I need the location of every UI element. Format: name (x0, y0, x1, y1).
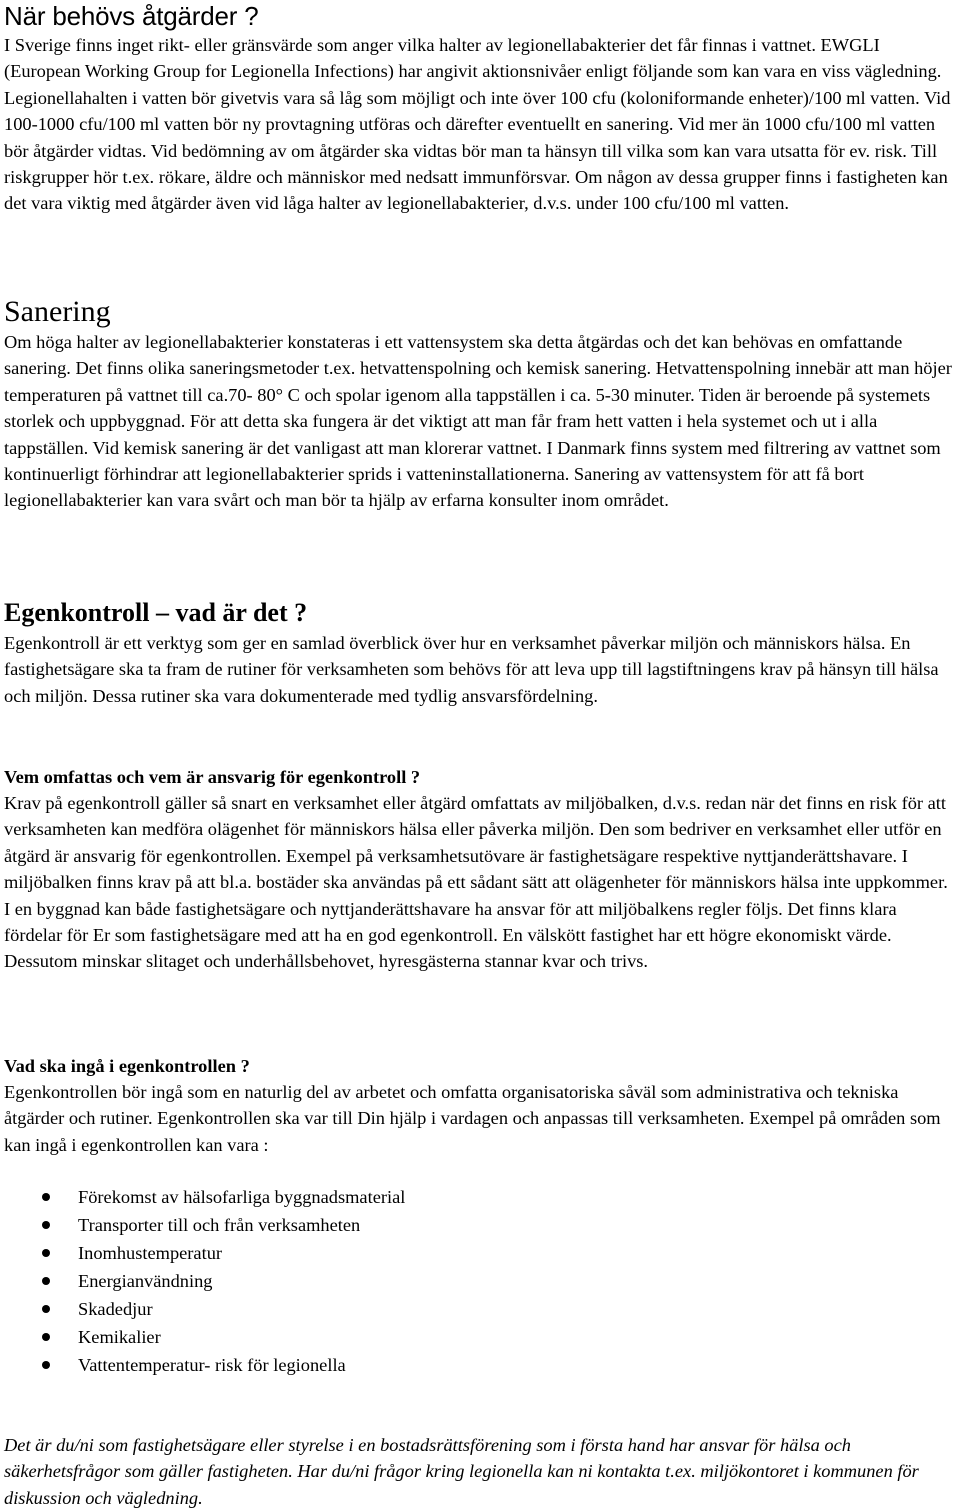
section-what-included (4, 1053, 956, 1158)
bullet-icon (42, 1249, 50, 1257)
bullet-icon (42, 1305, 50, 1313)
paragraph-egenkontroll: Egenkontroll är ett verktyg som ger en samlad överblick över hur en verksamhet påverkar miljön och människors hälsa. En fastighetsägare ska ta fram de rutiner för verksamheten som behövs för att leva upp till lagstiftningens krav på hänsyn till hälsa och miljön. Dessa rutiner ska vara dokumenterade med tydlig ansvarsfördelning. (4, 633, 939, 706)
bullet-icon (42, 1193, 50, 1201)
paragraph-sanering: Om höga halter av legionellabakterier konstateras i ett vattensystem ska detta åtgärdas och det kan behövas en omfattande sanering. Det finns olika saneringsmetoder t.ex. hetvattenspolning och kemisk sanering. Hetvattenspolning innebär att man höjer temperaturen på vattnet till ca.70- 80° C och spolar igenom alla tappställen i ca. 5-30 minuter. Tiden är beroende på systemets storlek och uppbyggnad. För att detta ska fungera är det viktigt att man får fram hett vatten i hela systemet och ut i alla tappställen. Vid kemisk sanering är det vanligast att man klorerar vattnet. I Danmark finns system med filtrering av vattnet som kontinuerligt förhindrar att legionellabakterier sprids i vatteninstallationerna. Sanering av vattensystem för att få bort legionellabakterier kan vara svårt och man bör ta hjälp av erfarna konsulter inom området. (4, 332, 952, 511)
bullet-icon (42, 1221, 50, 1229)
paragraph-when-action: I Sverige finns inget rikt- eller gränsvärde som anger vilka halter av legionellabakterier det får finnas i vattnet. EWGLI (European Working Group for Legionella Infections) har angivit aktionsnivåer enligt följande som kan vara en viss vägledning. Legionellahalten i vatten bör givetvis vara så låg som möjligt och inte över 100 cfu (koloniformande enheter)/100 ml vatten. Vid 100-1000 cfu/100 ml vatten bör ny provtagning utföras och därefter eventuellt en sanering. Vid mer än 1000 cfu/100 ml vatten bör åtgärder vidtas. Vid bedömning av om åtgärder ska vidtas bör man ta hänsyn till vilka som kan vara utsatta för ev. risk. Till riskgrupper hör t.ex. rökare, äldre och människor med nedsatt immunförsvar. Om någon av dessa grupper finns i fastigheten kan det vara viktig med åtgärder även vid låga halter av legionellabakterier, d.v.s. under 100 cfu/100 ml vatten. (4, 35, 951, 214)
heading-when-action: När behövs åtgärder ? (4, 1, 259, 31)
heading-sanering: Sanering (4, 295, 111, 328)
list-item-label: Energianvändning (78, 1271, 213, 1291)
list-item-label: Förekomst av hälsofarliga byggnadsmaterial (78, 1187, 406, 1207)
list-item-label: Transporter till och från verksamheten (78, 1215, 361, 1235)
list-item (4, 1351, 904, 1379)
list-item (4, 1211, 904, 1239)
bullet-list (4, 1183, 904, 1379)
bullet-icon (42, 1277, 50, 1285)
paragraph-what-included: Egenkontrollen bör ingå som en naturlig del av arbetet och omfatta organisatoriska såväl som administrativa och tekniska åtgärder och rutiner. Egenkontrollen ska var till Din hjälp i vardagen och anpassas till verksamheten. Exempel på områden som kan ingå i egenkontrollen kan vara : (4, 1082, 941, 1155)
list-item (4, 1267, 904, 1295)
list-item (4, 1183, 904, 1211)
list-item-label: Skadedjur (78, 1299, 153, 1319)
section-when-action (4, 0, 956, 217)
section-sanering (4, 295, 956, 514)
section-egenkontroll (4, 596, 956, 709)
list-item (4, 1239, 904, 1267)
heading-who-responsible: Vem omfattas och vem är ansvarig för egenkontroll ? (4, 767, 421, 787)
list-item (4, 1323, 904, 1351)
bullet-icon (42, 1361, 50, 1369)
bullet-icon (42, 1333, 50, 1341)
section-who-responsible (4, 764, 956, 975)
list-item (4, 1295, 904, 1323)
heading-what-included: Vad ska ingå i egenkontrollen ? (4, 1056, 250, 1076)
heading-egenkontroll: Egenkontroll – vad är det ? (4, 598, 308, 627)
list-item-label: Inomhustemperatur (78, 1243, 223, 1263)
list-item-label: Vattentemperatur- risk för legionella (78, 1355, 346, 1375)
paragraph-who-responsible: Krav på egenkontroll gäller så snart en verksamhet eller åtgärd omfattats av miljöbalken, d.v.s. redan när det finns en risk för att verksamheten kan medföra olägenhet för människors hälsa eller påverka miljön. Den som bedriver en verksamhet eller utför en åtgärd är ansvarig för egenkontrollen. Exempel på verksamhetsutövare är fastighetsägare respektive nyttjanderättshavare. I miljöbalken finns krav på att bl.a. bostäder ska användas på ett sådant sätt att olägenheter för människors hälsa inte uppkommer. I en byggnad kan både fastighetsägare och nyttjanderättshavare ha ansvar för att miljöbalkens regler följs. Det finns klara fördelar för Er som fastighetsägare med att ha en god egenkontroll. En välskött fastighet har ett högre ekonomiskt värde. Dessutom minskar slitaget och underhållsbehovet, hyresgästerna stannar kvar och trivs. (4, 793, 948, 972)
list-item-label: Kemikalier (78, 1327, 161, 1347)
footer-note: Det är du/ni som fastighetsägare eller styrelse i en bostadsrättsförening som i första hand har ansvar för hälsa och säkerhetsfrågor som gäller fastigheten. Har du/ni frågor kring legionella kan ni kontakta t.ex. miljökontoret i kommunen för diskussion och vägledning. (4, 1435, 919, 1508)
